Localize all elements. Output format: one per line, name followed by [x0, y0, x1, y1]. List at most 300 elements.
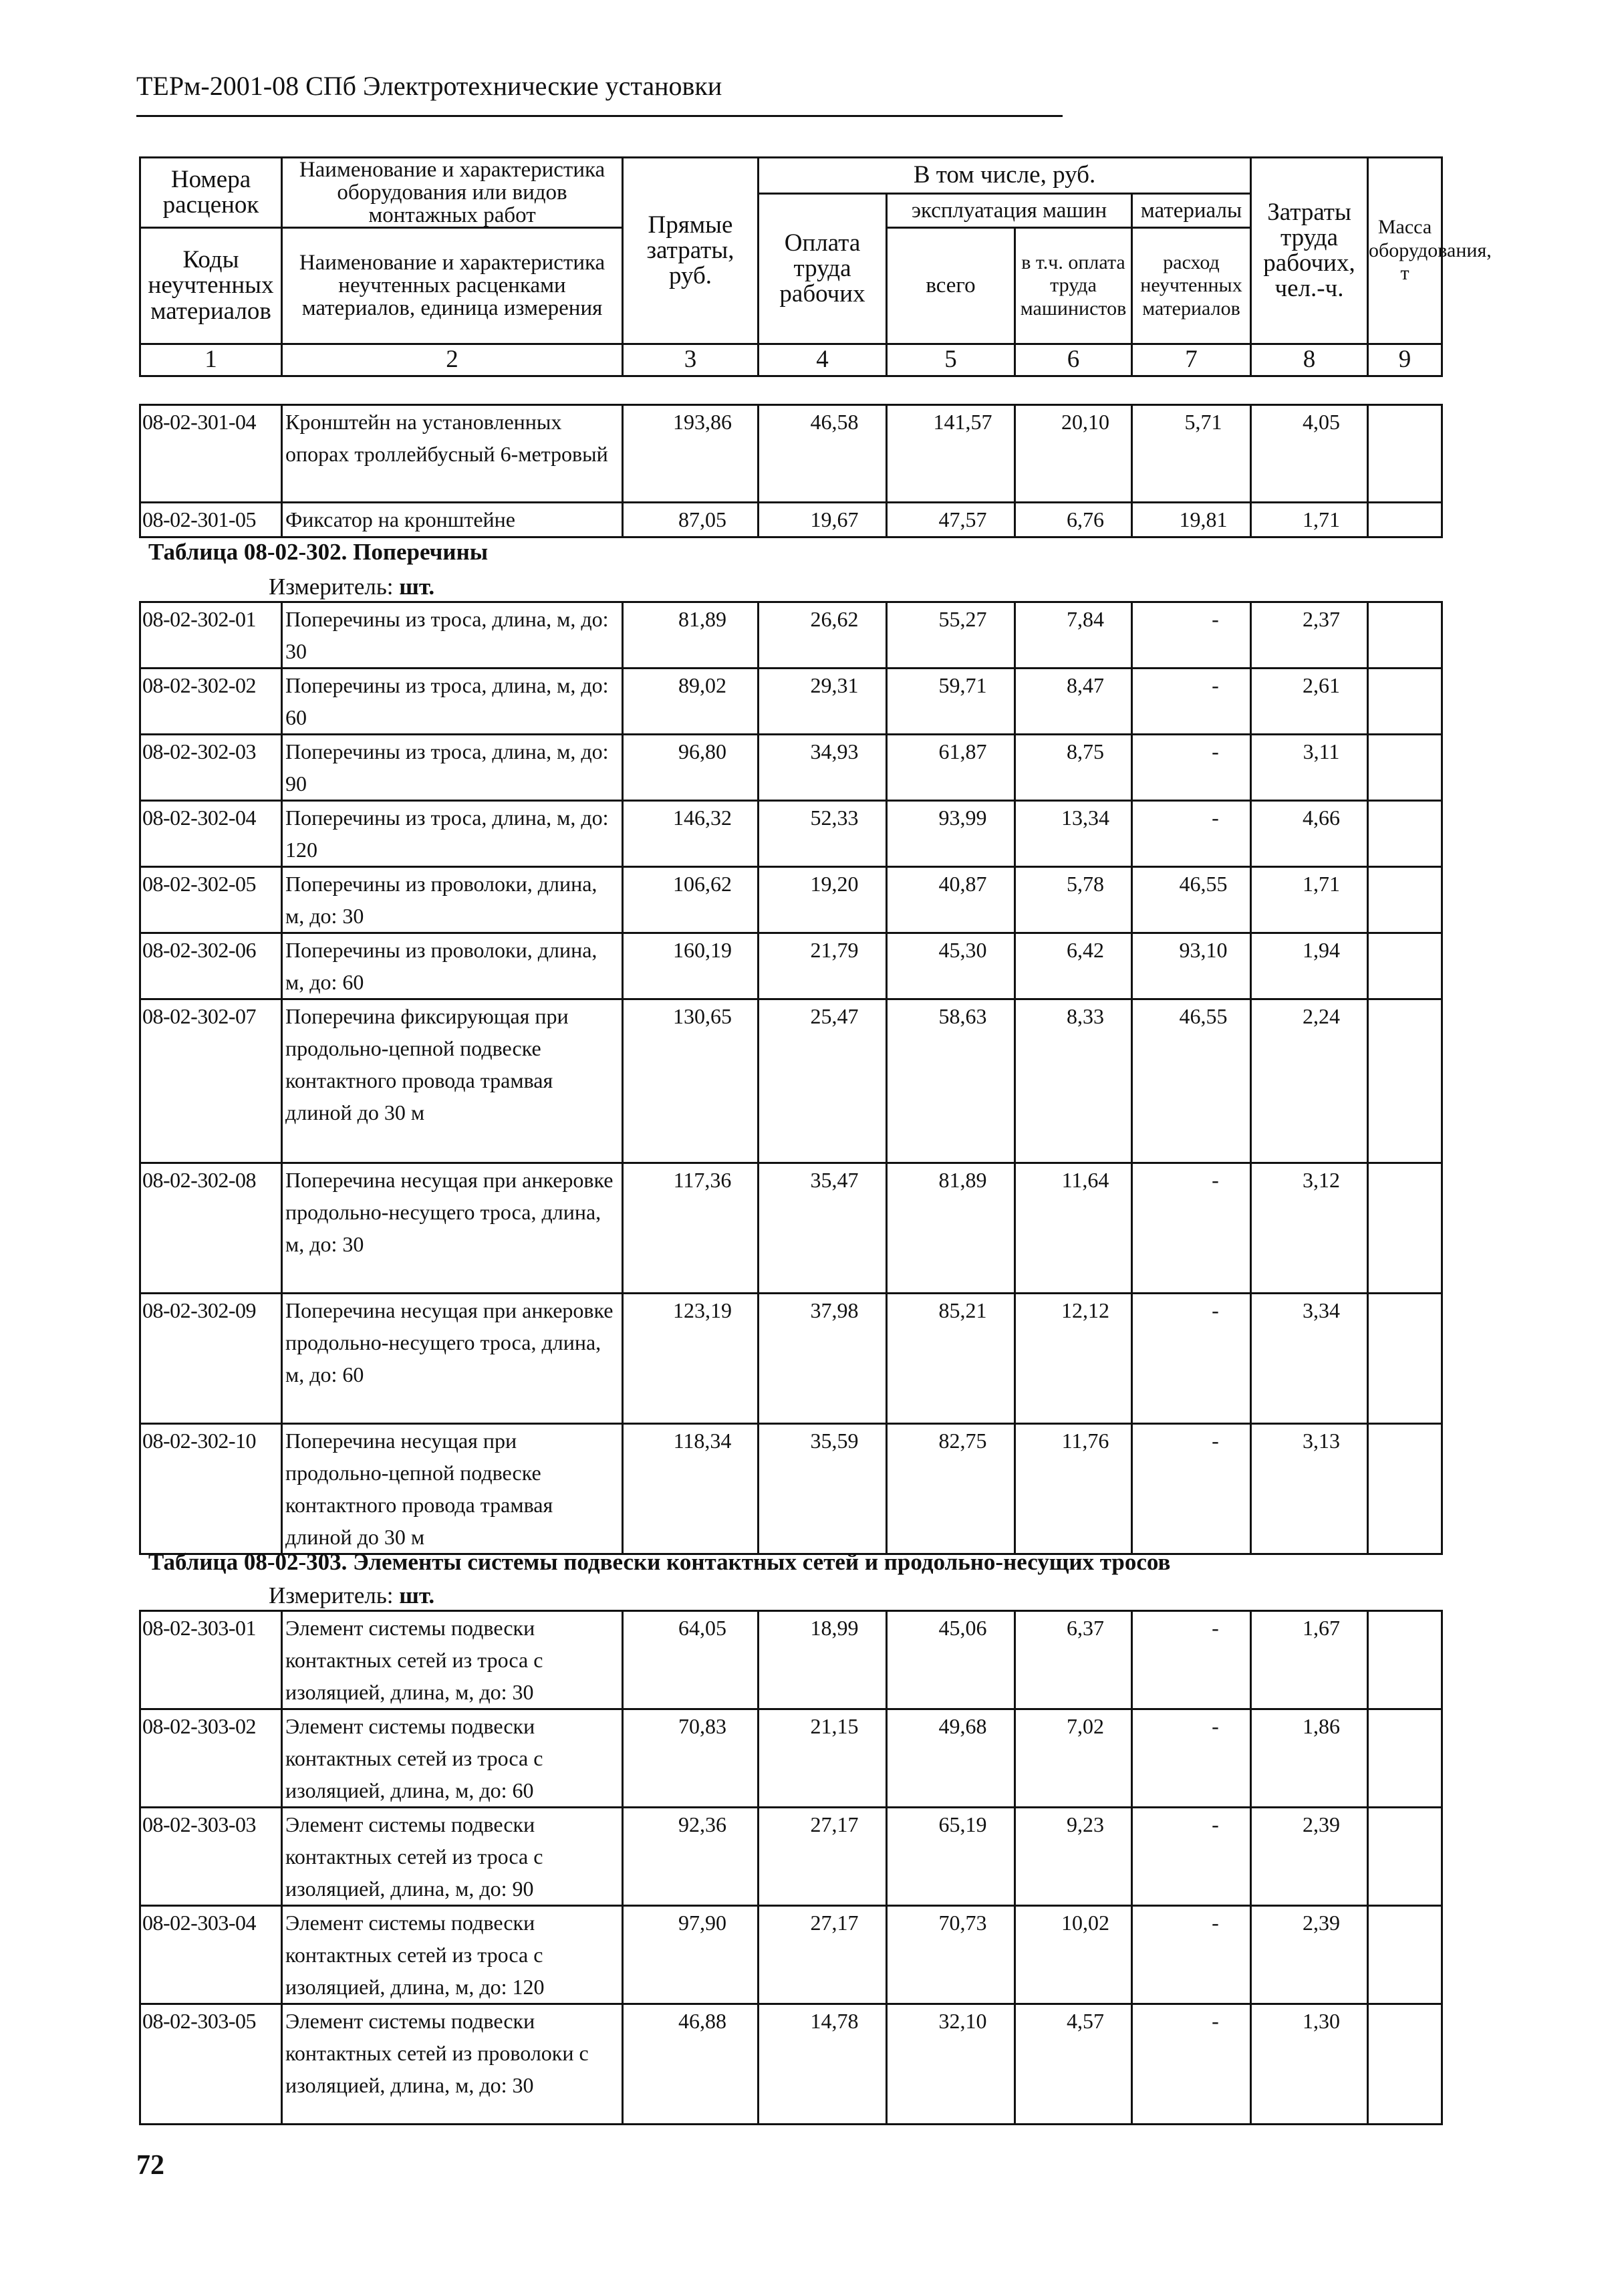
cell-value: 5,78 — [1067, 872, 1104, 896]
cell-materials — [1132, 1709, 1251, 1808]
cell-labor — [759, 405, 887, 503]
cell-value: 70,83 — [678, 1714, 726, 1738]
cell-materials — [1132, 405, 1251, 503]
cell-value: 58,63 — [938, 1004, 987, 1028]
cell-labor — [759, 1163, 887, 1294]
cell-value: 59,71 — [938, 673, 987, 697]
cell-value: 55,27 — [938, 607, 987, 631]
work-name: Элемент системы подвески контактных сетей из троса с изоляцией, длина, м, до: 90 — [282, 1808, 623, 1906]
cell-materials — [1132, 1808, 1251, 1906]
col-header-including: В том числе, руб. — [759, 158, 1251, 194]
cell-machines — [887, 1611, 1015, 1709]
rate-code: 08-02-301-04 — [140, 405, 282, 503]
cell-materials — [1132, 1294, 1251, 1424]
cell-value: 6,42 — [1067, 938, 1104, 962]
cell-value: 82,75 — [938, 1429, 987, 1453]
work-name: Фиксатор на кронштейне — [282, 503, 623, 537]
cell-materials — [1132, 1163, 1251, 1294]
col-header-codes: Номера расценок — [140, 158, 282, 228]
cell-value: 141,57 — [933, 410, 992, 434]
cell-mass — [1368, 1808, 1442, 1906]
cell-mass — [1368, 867, 1442, 933]
col-number: 3 — [623, 344, 759, 376]
cell-labor — [759, 933, 887, 999]
cell-value: 40,87 — [938, 872, 987, 896]
cell-labor — [759, 503, 887, 537]
rate-code: 08-02-302-09 — [140, 1294, 282, 1424]
cell-value: 3,13 — [1303, 1429, 1340, 1453]
table-row — [140, 801, 1442, 867]
cell-labor — [759, 1294, 887, 1424]
cell-machines — [887, 1906, 1015, 2004]
cell-direct — [623, 933, 759, 999]
cell-value: 21,15 — [810, 1714, 859, 1738]
table-row — [140, 1709, 1442, 1808]
work-name: Элемент системы подвески контактных сетей из троса с изоляцией, длина, м, до: 60 — [282, 1709, 623, 1808]
cell-value: 46,88 — [678, 2009, 726, 2033]
column-header-table — [139, 156, 1492, 377]
cell-operators — [1015, 669, 1132, 735]
cell-value: 35,47 — [810, 1168, 859, 1192]
cell-direct — [623, 801, 759, 867]
cell-value: 93,99 — [938, 806, 987, 830]
work-name: Поперечина фиксирующая при продольно-цепной подвеске контактного провода трамвая длиной до 30 м — [282, 999, 623, 1163]
cell-hours — [1251, 1163, 1368, 1294]
cell-materials — [1132, 933, 1251, 999]
cell-mass — [1368, 1163, 1442, 1294]
col-header-name: Наименование и характеристика оборудования или видов монтажных работ — [282, 158, 623, 228]
cell-value: - — [1212, 1616, 1219, 1640]
cell-value: - — [1212, 1298, 1219, 1322]
cell-value: 8,33 — [1067, 1004, 1104, 1028]
cell-hours — [1251, 2004, 1368, 2125]
col-number: 6 — [1015, 344, 1132, 376]
cell-materials — [1132, 1906, 1251, 2004]
rate-code: 08-02-302-06 — [140, 933, 282, 999]
cell-value: - — [1212, 2009, 1219, 2033]
cell-operators — [1015, 405, 1132, 503]
cell-value: 13,34 — [1061, 806, 1109, 830]
cell-mass — [1368, 1611, 1442, 1709]
cell-mass — [1368, 503, 1442, 537]
cell-materials — [1132, 602, 1251, 669]
cell-operators — [1015, 933, 1132, 999]
table-row — [140, 933, 1442, 999]
table-row — [140, 1424, 1442, 1554]
cell-direct — [623, 1611, 759, 1709]
cell-operators — [1015, 2004, 1132, 2125]
cell-materials — [1132, 735, 1251, 801]
cell-labor — [759, 867, 887, 933]
col-header-labor-pay: Оплата труда рабочих — [759, 194, 887, 344]
table-row — [140, 735, 1442, 801]
cell-hours — [1251, 1808, 1368, 1906]
cell-labor — [759, 801, 887, 867]
cell-value: 1,71 — [1303, 507, 1340, 531]
rate-code: 08-02-302-07 — [140, 999, 282, 1163]
cell-value: 160,19 — [673, 938, 732, 962]
unit-line-303: Измеритель: шт. — [269, 1582, 435, 1608]
cell-value: 92,36 — [678, 1812, 726, 1836]
cell-machines — [887, 405, 1015, 503]
cell-value: 2,39 — [1303, 1911, 1340, 1935]
work-name: Поперечина несущая при анкеровке продольно-несущего троса, длина, м, до: 30 — [282, 1163, 623, 1294]
cell-value: 3,11 — [1303, 739, 1340, 763]
cell-value: 14,78 — [810, 2009, 859, 2033]
cell-value: 7,84 — [1067, 607, 1104, 631]
work-name: Поперечины из проволоки, длина, м, до: 60 — [282, 933, 623, 999]
col-header-direct-costs: Прямые затраты, руб. — [623, 158, 759, 344]
cell-value: 1,67 — [1303, 1616, 1340, 1640]
cell-mass — [1368, 1709, 1442, 1808]
cell-direct — [623, 1906, 759, 2004]
cell-labor — [759, 1611, 887, 1709]
cell-operators — [1015, 1611, 1132, 1709]
cell-value: 19,67 — [810, 507, 859, 531]
cell-labor — [759, 602, 887, 669]
work-name: Кронштейн на установленных опорах троллейбусный 6-метровый — [282, 405, 623, 503]
cell-hours — [1251, 1611, 1368, 1709]
cell-value: 6,37 — [1067, 1616, 1104, 1640]
table-row — [140, 1611, 1442, 1709]
cell-materials — [1132, 2004, 1251, 2125]
work-name: Поперечина несущая при продольно-цепной подвеске контактного провода трамвая длиной до 30 м — [282, 1424, 623, 1554]
table-row — [140, 1906, 1442, 2004]
rates-table-08-02-301 — [139, 404, 1443, 538]
table-row — [140, 503, 1442, 537]
col-header-mass: Масса оборудования, т — [1368, 158, 1442, 344]
cell-operators — [1015, 1906, 1132, 2004]
cell-value: 3,34 — [1303, 1298, 1340, 1322]
cell-mass — [1368, 1424, 1442, 1554]
cell-value: 2,24 — [1303, 1004, 1340, 1028]
cell-value: 9,23 — [1067, 1812, 1104, 1836]
col-number: 2 — [282, 344, 623, 376]
cell-value: 21,79 — [810, 938, 859, 962]
cell-mass — [1368, 735, 1442, 801]
cell-labor — [759, 1424, 887, 1554]
rates-table-08-02-303 — [139, 1610, 1443, 2125]
cell-materials — [1132, 999, 1251, 1163]
col-header-unaccounted-materials: расход неучтенных материалов — [1132, 227, 1251, 344]
cell-value: 87,05 — [678, 507, 726, 531]
cell-value: 4,66 — [1303, 806, 1340, 830]
cell-value: 8,47 — [1067, 673, 1104, 697]
cell-value: 6,76 — [1067, 507, 1104, 531]
cell-value: 52,33 — [810, 806, 859, 830]
cell-value: 1,86 — [1303, 1714, 1340, 1738]
cell-machines — [887, 2004, 1015, 2125]
cell-materials — [1132, 867, 1251, 933]
cell-direct — [623, 503, 759, 537]
cell-operators — [1015, 867, 1132, 933]
work-name: Поперечины из проволоки, длина, м, до: 30 — [282, 867, 623, 933]
cell-value: 45,30 — [938, 938, 987, 962]
page-number: 72 — [136, 2150, 164, 2181]
cell-mass — [1368, 669, 1442, 735]
cell-value: - — [1212, 1168, 1219, 1192]
table-row — [140, 669, 1442, 735]
cell-hours — [1251, 1424, 1368, 1554]
rates-table-08-02-302 — [139, 601, 1443, 1555]
cell-operators — [1015, 602, 1132, 669]
col-header-machines: эксплуатация машин — [887, 194, 1132, 228]
cell-value: 3,12 — [1303, 1168, 1340, 1192]
cell-value: 2,37 — [1303, 607, 1340, 631]
cell-value: - — [1212, 1429, 1219, 1453]
cell-value: 29,31 — [810, 673, 859, 697]
cell-mass — [1368, 405, 1442, 503]
table-row — [140, 999, 1442, 1163]
table-row — [140, 867, 1442, 933]
cell-value: - — [1212, 1812, 1219, 1836]
cell-value: 8,75 — [1067, 739, 1104, 763]
cell-value: 61,87 — [938, 739, 987, 763]
table-row — [140, 2004, 1442, 2125]
cell-machines — [887, 1709, 1015, 1808]
cell-machines — [887, 933, 1015, 999]
cell-operators — [1015, 1424, 1132, 1554]
cell-value: 70,73 — [938, 1911, 987, 1935]
page-header: ТЕРм-2001-08 СПб Электротехнические установки — [136, 71, 722, 101]
cell-value: 45,06 — [938, 1616, 987, 1640]
rate-code: 08-02-303-03 — [140, 1808, 282, 1906]
cell-mass — [1368, 801, 1442, 867]
cell-hours — [1251, 1906, 1368, 2004]
cell-value: 1,94 — [1303, 938, 1340, 962]
cell-machines — [887, 1424, 1015, 1554]
cell-direct — [623, 602, 759, 669]
cell-machines — [887, 735, 1015, 801]
table-row — [140, 602, 1442, 669]
cell-hours — [1251, 1709, 1368, 1808]
cell-direct — [623, 1424, 759, 1554]
cell-machines — [887, 1294, 1015, 1424]
table-row — [140, 1808, 1442, 1906]
cell-materials — [1132, 669, 1251, 735]
cell-value: 89,02 — [678, 673, 726, 697]
cell-direct — [623, 735, 759, 801]
rate-code: 08-02-302-03 — [140, 735, 282, 801]
cell-labor — [759, 1709, 887, 1808]
cell-value: 27,17 — [810, 1812, 859, 1836]
table-caption-303: Таблица 08-02-303. Элементы системы подвески контактных сетей и продольно-несущих тросов — [148, 1549, 1171, 1575]
cell-machines — [887, 1163, 1015, 1294]
cell-value: 49,68 — [938, 1714, 987, 1738]
cell-mass — [1368, 1294, 1442, 1424]
work-name: Поперечины из троса, длина, м, до: 120 — [282, 801, 623, 867]
cell-value: 19,81 — [1179, 507, 1228, 531]
cell-value: 65,19 — [938, 1812, 987, 1836]
cell-value: 11,64 — [1061, 1168, 1109, 1192]
cell-hours — [1251, 867, 1368, 933]
cell-value: 46,55 — [1179, 1004, 1228, 1028]
cell-value: 1,30 — [1303, 2009, 1340, 2033]
cell-labor — [759, 1808, 887, 1906]
table-row — [140, 1163, 1442, 1294]
cell-value: 106,62 — [673, 872, 732, 896]
cell-value: - — [1212, 607, 1219, 631]
cell-value: 97,90 — [678, 1911, 726, 1935]
cell-value: 11,76 — [1061, 1429, 1109, 1453]
cell-value: 26,62 — [810, 607, 859, 631]
cell-hours — [1251, 999, 1368, 1163]
cell-value: 27,17 — [810, 1911, 859, 1935]
cell-value: 81,89 — [678, 607, 726, 631]
cell-hours — [1251, 602, 1368, 669]
col-header-material-name: Наименование и характеристика неучтенных расценками материалов, единица измерения — [282, 227, 623, 344]
cell-materials — [1132, 801, 1251, 867]
cell-mass — [1368, 999, 1442, 1163]
rate-code: 08-02-303-02 — [140, 1709, 282, 1808]
cell-hours — [1251, 1294, 1368, 1424]
cell-value: 130,65 — [673, 1004, 732, 1028]
cell-value: - — [1212, 806, 1219, 830]
cell-machines — [887, 503, 1015, 537]
cell-value: - — [1212, 739, 1219, 763]
cell-value: 4,05 — [1303, 410, 1340, 434]
cell-operators — [1015, 503, 1132, 537]
cell-direct — [623, 1294, 759, 1424]
col-header-materials: материалы — [1132, 194, 1251, 228]
cell-value: 81,89 — [938, 1168, 987, 1192]
cell-direct — [623, 1163, 759, 1294]
col-number: 1 — [140, 344, 282, 376]
col-header-operators-pay: в т.ч. оплата труда машинистов — [1015, 227, 1132, 344]
cell-machines — [887, 602, 1015, 669]
rate-code: 08-02-302-08 — [140, 1163, 282, 1294]
cell-value: 18,99 — [810, 1616, 859, 1640]
cell-direct — [623, 1709, 759, 1808]
cell-value: 2,61 — [1303, 673, 1340, 697]
cell-hours — [1251, 735, 1368, 801]
cell-value: 10,02 — [1061, 1911, 1109, 1935]
cell-materials — [1132, 1611, 1251, 1709]
cell-labor — [759, 2004, 887, 2125]
cell-value: 47,57 — [938, 507, 987, 531]
cell-mass — [1368, 933, 1442, 999]
cell-value: 12,12 — [1061, 1298, 1109, 1322]
cell-operators — [1015, 1163, 1132, 1294]
cell-hours — [1251, 801, 1368, 867]
cell-direct — [623, 867, 759, 933]
col-header-labor-hours: Затраты труда рабочих, чел.-ч. — [1251, 158, 1368, 344]
col-number: 7 — [1132, 344, 1251, 376]
cell-hours — [1251, 503, 1368, 537]
cell-materials — [1132, 1424, 1251, 1554]
cell-operators — [1015, 1709, 1132, 1808]
cell-value: 193,86 — [673, 410, 732, 434]
cell-machines — [887, 999, 1015, 1163]
rate-code: 08-02-301-05 — [140, 503, 282, 537]
work-name: Элемент системы подвески контактных сетей из проволоки с изоляцией, длина, м, до: 30 — [282, 2004, 623, 2125]
cell-labor — [759, 735, 887, 801]
cell-hours — [1251, 405, 1368, 503]
cell-direct — [623, 2004, 759, 2125]
rate-code: 08-02-302-05 — [140, 867, 282, 933]
cell-direct — [623, 999, 759, 1163]
cell-value: 7,02 — [1067, 1714, 1104, 1738]
col-number: 5 — [887, 344, 1015, 376]
table-row — [140, 1294, 1442, 1424]
cell-value: - — [1212, 1714, 1219, 1738]
work-name: Элемент системы подвески контактных сетей из троса с изоляцией, длина, м, до: 120 — [282, 1906, 623, 2004]
cell-value: 32,10 — [938, 2009, 987, 2033]
cell-labor — [759, 999, 887, 1163]
cell-value: 37,98 — [810, 1298, 859, 1322]
work-name: Поперечина несущая при анкеровке продольно-несущего троса, длина, м, до: 60 — [282, 1294, 623, 1424]
cell-machines — [887, 1808, 1015, 1906]
rate-code: 08-02-302-10 — [140, 1424, 282, 1554]
cell-operators — [1015, 735, 1132, 801]
cell-direct — [623, 1808, 759, 1906]
cell-hours — [1251, 669, 1368, 735]
cell-value: 118,34 — [673, 1429, 732, 1453]
cell-labor — [759, 1906, 887, 2004]
work-name: Поперечины из троса, длина, м, до: 60 — [282, 669, 623, 735]
cell-direct — [623, 405, 759, 503]
cell-value: 4,57 — [1067, 2009, 1104, 2033]
rate-code: 08-02-303-01 — [140, 1611, 282, 1709]
cell-value: 117,36 — [673, 1168, 732, 1192]
cell-value: 46,55 — [1179, 872, 1228, 896]
col-number: 4 — [759, 344, 887, 376]
cell-value: 34,93 — [810, 739, 859, 763]
cell-value: 25,47 — [810, 1004, 859, 1028]
cell-machines — [887, 801, 1015, 867]
cell-machines — [887, 867, 1015, 933]
table-row — [140, 405, 1442, 503]
col-header-material-codes: Коды неучтенных материалов — [140, 227, 282, 344]
cell-value: 96,80 — [678, 739, 726, 763]
work-name: Поперечины из троса, длина, м, до: 90 — [282, 735, 623, 801]
col-number: 9 — [1368, 344, 1442, 376]
cell-mass — [1368, 2004, 1442, 2125]
rate-code: 08-02-302-02 — [140, 669, 282, 735]
cell-mass — [1368, 602, 1442, 669]
cell-operators — [1015, 999, 1132, 1163]
cell-mass — [1368, 1906, 1442, 2004]
cell-value: 123,19 — [673, 1298, 732, 1322]
cell-value: - — [1212, 1911, 1219, 1935]
cell-hours — [1251, 933, 1368, 999]
col-number: 8 — [1251, 344, 1368, 376]
unit-line-302: Измеритель: шт. — [269, 574, 435, 600]
cell-value: 93,10 — [1179, 938, 1228, 962]
cell-value: 19,20 — [810, 872, 859, 896]
rate-code: 08-02-303-05 — [140, 2004, 282, 2125]
cell-value: 46,58 — [810, 410, 859, 434]
cell-operators — [1015, 1294, 1132, 1424]
cell-value: 35,59 — [810, 1429, 859, 1453]
rate-code: 08-02-302-01 — [140, 602, 282, 669]
work-name: Элемент системы подвески контактных сетей из троса с изоляцией, длина, м, до: 30 — [282, 1611, 623, 1709]
work-name: Поперечины из троса, длина, м, до: 30 — [282, 602, 623, 669]
header-rule — [136, 115, 1063, 117]
rate-code: 08-02-302-04 — [140, 801, 282, 867]
col-header-machines-total: всего — [887, 227, 1015, 344]
cell-value: - — [1212, 673, 1219, 697]
cell-direct — [623, 669, 759, 735]
rate-code: 08-02-303-04 — [140, 1906, 282, 2004]
cell-value: 1,71 — [1303, 872, 1340, 896]
cell-value: 20,10 — [1061, 410, 1109, 434]
cell-value: 146,32 — [673, 806, 732, 830]
cell-machines — [887, 669, 1015, 735]
cell-labor — [759, 669, 887, 735]
cell-operators — [1015, 801, 1132, 867]
cell-value: 85,21 — [938, 1298, 987, 1322]
